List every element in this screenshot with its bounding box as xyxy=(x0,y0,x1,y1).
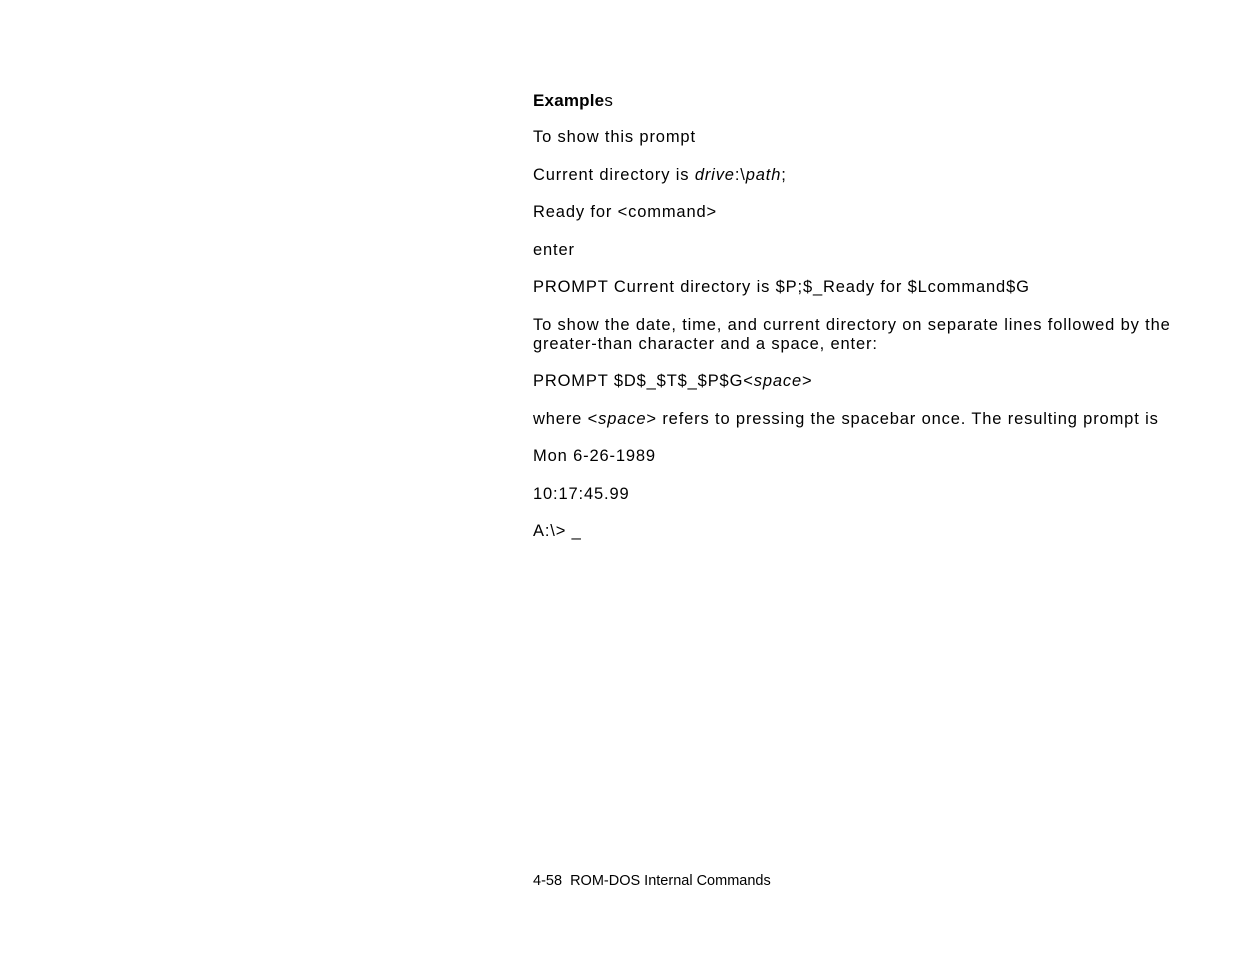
section-heading xyxy=(533,91,1183,110)
command-prefix: PROMPT $D$_$T$_$P$G< xyxy=(533,372,754,390)
example1-prompt-line2: Ready for <command> xyxy=(533,203,717,221)
example2-result-time: 10:17:45.99 xyxy=(533,484,630,503)
heading-bold-text: Example xyxy=(533,91,605,110)
where-prefix: where < xyxy=(533,409,599,428)
line1-drive: drive xyxy=(694,165,735,184)
line1-path: path xyxy=(745,165,782,184)
page-footer: 4-58 ROM-DOS Internal Commands xyxy=(533,873,771,889)
where-suffix: > refers to pressing the spacebar once. The resulting prompt is xyxy=(646,409,1159,428)
example2-intro: To show the date, time, and current directory on separate lines followed by the greater-than character and a space, enter: xyxy=(533,315,1171,353)
example1-enter-label: enter xyxy=(533,240,575,259)
heading-tail-text: s xyxy=(604,91,614,110)
example2-command xyxy=(533,372,1183,391)
command-suffix: > xyxy=(802,372,813,390)
where-space: space xyxy=(598,409,647,428)
example1-command: PROMPT Current directory is $P;$_Ready for $Lcommand$G xyxy=(533,278,1030,296)
document-body xyxy=(533,91,1183,560)
line1-separator: :\ xyxy=(734,165,746,184)
line1-prefix: Current directory is xyxy=(533,165,695,184)
example2-result-prompt: A:\> _ xyxy=(533,522,582,540)
example1-intro: To show this prompt xyxy=(533,128,696,146)
example1-prompt-line1 xyxy=(533,166,1183,185)
example2-where-note xyxy=(533,410,1183,429)
line1-suffix: ; xyxy=(781,165,787,184)
command-space: space xyxy=(753,372,803,390)
example2-result-date: Mon 6-26-1989 xyxy=(533,447,656,465)
